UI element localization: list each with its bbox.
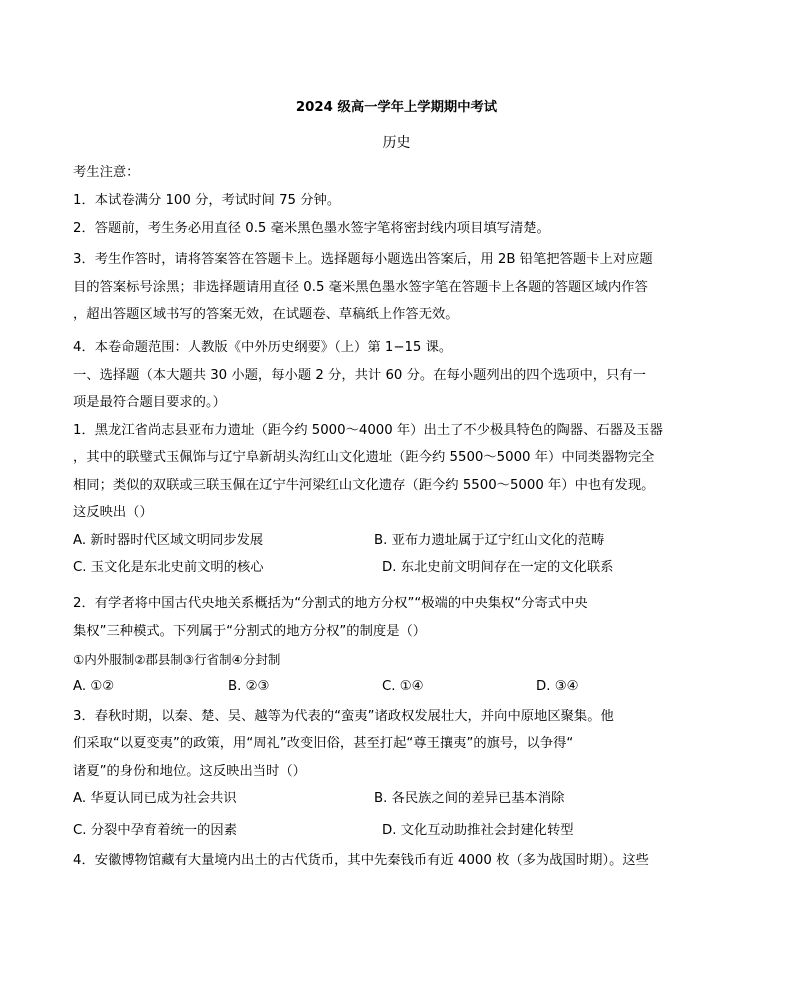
question-1-stem: 相同；类似的双联或三联玉佩在辽宁牛河梁红山文化遗存（距今约 5500～5000 年）中也有发现。 xyxy=(73,478,655,493)
question-1-option-a: A. 新时器时代区域文明同步发展 xyxy=(73,533,264,548)
question-4-stem: 4．安徽博物馆藏有大量境内出土的古代货币，其中先秦钱币有近 4000 枚（多为战国时期）。这些 xyxy=(73,853,649,868)
notice-item: 1．本试卷满分 100 分，考试时间 75 分钟。 xyxy=(73,193,341,208)
question-2-stem: 集权”三种模式。下列属于“分割式的地方分权”的制度是（） xyxy=(73,624,427,639)
section-heading: 项是最符合题目要求的。） xyxy=(73,395,226,410)
question-3-option-d: D. 文化互动助推社会封建化转型 xyxy=(382,823,574,838)
question-3-option-c: C. 分裂中孕育着统一的因素 xyxy=(73,823,238,838)
exam-title: 2024 级高一学年上学期期中考试 xyxy=(295,100,498,115)
question-1-stem: 这反映出（） xyxy=(73,505,153,520)
question-2-option-c: C. ①④ xyxy=(382,679,424,694)
notice-item: 4．本卷命题范围：人教版《中外历史纲要》（上）第 1−15 课。 xyxy=(73,340,453,355)
notice-heading: 考生注意： xyxy=(73,165,140,180)
question-2-option-d: D. ③④ xyxy=(536,679,579,694)
question-3-stem: 诸夏”的身份和地位。这反映出当时（） xyxy=(73,764,306,779)
notice-item: 目的答案标号涂黑；非选择题请用直径 0.5 毫米黑色墨水签字笔在答题卡上各题的答题区域内作答 xyxy=(73,280,648,295)
notice-item: 3．考生作答时，请将答案答在答题卡上。选择题每小题选出答案后，用 2B 铅笔把答题卡上对应题 xyxy=(73,252,653,267)
question-1-option-c: C. 玉文化是东北史前文明的核心 xyxy=(73,560,264,575)
exam-subject: 历史 xyxy=(382,135,411,151)
notice-item: ，超出答题区域书写的答案无效，在试题卷、草稿纸上作答无效。 xyxy=(73,307,459,322)
question-1-option-b: B. 亚布力遗址属于辽宁红山文化的范畴 xyxy=(374,533,605,548)
question-1-option-d: D. 东北史前文明间存在一定的文化联系 xyxy=(382,560,614,575)
question-1-stem: ，其中的联璧式玉佩饰与辽宁阜新胡头沟红山文化遗址（距今约 5500～5000 年）中同类器物完全 xyxy=(73,450,655,465)
question-3-option-b: B. 各民族之间的差异已基本消除 xyxy=(374,791,565,806)
notice-item: 2．答题前，考生务必用直径 0.5 毫米黑色墨水签字笔将密封线内项目填写清楚。 xyxy=(73,221,550,236)
question-3-stem: 3．春秋时期，以秦、楚、吴、越等为代表的“蛮夷”诸政权发展壮大，并向中原地区聚集。他 xyxy=(73,709,614,724)
question-1-stem: 1．黑龙江省尚志县亚布力遗址（距今约 5000～4000 年）出土了不少极具特色的陶器、石器及玉器 xyxy=(73,423,663,438)
section-heading: 一、选择题（本大题共 30 小题，每小题 2 分，共计 60 分。在每小题列出的四个选项中，只有一 xyxy=(73,368,646,383)
question-2-items: ①内外服制②郡县制③行省制④分封制 xyxy=(73,652,281,667)
question-3-option-a: A. 华夏认同已成为社会共识 xyxy=(73,791,237,806)
question-2-stem: 2．有学者将中国古代央地关系概括为“分割式的地方分权”“极端的中央集权“分寄式中央 xyxy=(73,596,588,611)
question-3-stem: 们采取“以夏变夷”的政策，用“周礼”改变旧俗，甚至打起“尊王攘夷”的旗号，以争得“ xyxy=(73,736,574,751)
question-2-option-b: B. ②③ xyxy=(228,679,270,694)
question-2-option-a: A. ①② xyxy=(73,679,115,694)
